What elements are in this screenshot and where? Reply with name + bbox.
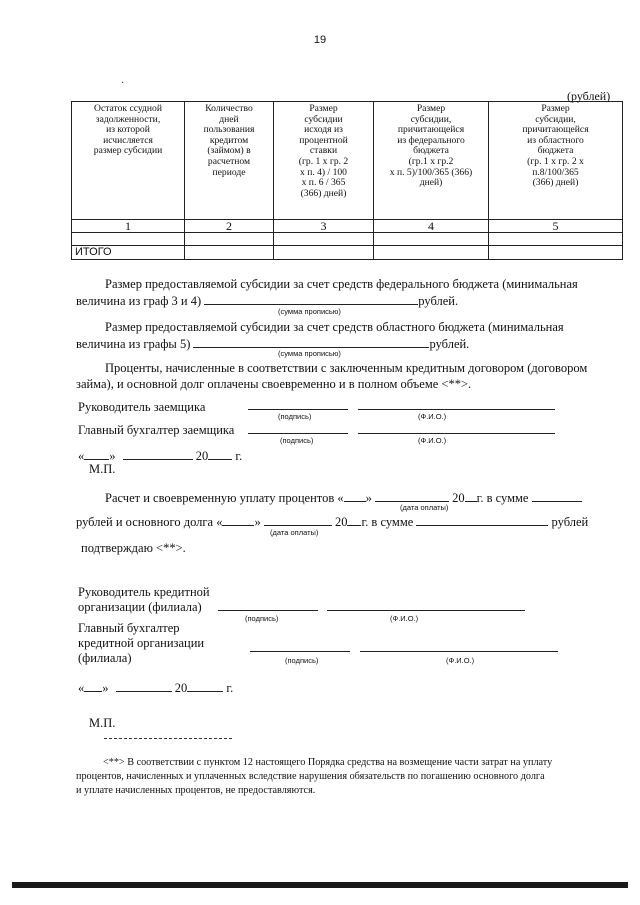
table-cell[interactable] xyxy=(72,233,185,246)
header-line: субсидии, xyxy=(410,113,452,125)
settlement-line1 xyxy=(105,490,582,506)
bank-date-line xyxy=(78,680,233,696)
header-line: причитающейся xyxy=(397,124,465,136)
g-in-sum: г. в сумме xyxy=(476,491,529,505)
borrower-month-field[interactable] xyxy=(123,448,193,460)
table-cell[interactable] xyxy=(274,233,374,246)
footnote-line2: процентов, начисленных и уплаченных вследствие нарушения обязательств по погашению основного долга xyxy=(76,771,545,782)
header-line: из федерального xyxy=(397,134,465,146)
header-cell-col-1 xyxy=(72,102,185,220)
borrower-accountant-sign-caption: (подпись) xyxy=(280,436,314,445)
settlement-debt-year-field[interactable] xyxy=(347,514,361,526)
regional-subsidy-amount-field[interactable] xyxy=(193,336,429,348)
federal-subsidy-amount-field[interactable] xyxy=(204,293,418,305)
header-line: исходя из xyxy=(304,124,343,136)
column-number: 5 xyxy=(489,220,623,233)
header-line: бюджета xyxy=(537,145,574,157)
stray-dot: · xyxy=(121,78,125,89)
bank-accountant-label-line1: Главный бухгалтер xyxy=(78,621,180,635)
bank-accountant-label-line3: (филиала) xyxy=(78,651,132,665)
header-line: Размер xyxy=(541,103,570,114)
bank-accountant-name-caption: (Ф.И.О.) xyxy=(446,656,475,665)
bank-accountant-sign-caption: (подпись) xyxy=(285,656,319,665)
total-label: ИТОГО xyxy=(72,246,185,260)
year-prefix: 20 xyxy=(195,449,209,463)
header-line: ставки xyxy=(309,145,338,157)
header-line: (гр. 1 х гр. 2 xyxy=(298,155,349,167)
bank-day-field[interactable] xyxy=(84,680,102,692)
borrower-head-name-field[interactable] xyxy=(358,409,555,410)
table-row xyxy=(72,233,623,246)
header-line: расчетном xyxy=(207,155,251,167)
table-header-row xyxy=(72,102,623,220)
date-open-quote: « xyxy=(78,681,85,695)
header-cell-col-2 xyxy=(185,102,274,220)
page-bottom-border xyxy=(12,882,628,888)
header-line: Размер xyxy=(416,103,446,114)
borrower-head-name-caption: (Ф.И.О.) xyxy=(418,412,447,421)
header-cell-col-4 xyxy=(374,102,489,220)
settlement-confirm: подтверждаю <**>. xyxy=(81,541,186,555)
borrower-head-label: Руководитель заемщика xyxy=(78,400,206,414)
header-line: дней) xyxy=(419,177,443,189)
year-prefix: 20 xyxy=(174,681,188,695)
header-line: периоде xyxy=(212,166,246,178)
date-open-quote: « xyxy=(78,449,85,463)
federal-subsidy-line1: Размер предоставляемой субсидии за счет средств федерального бюджета (минимальная xyxy=(105,277,578,291)
header-line: х п. 5)/100/365 (366) xyxy=(389,166,473,178)
borrower-year-field[interactable] xyxy=(208,448,232,460)
header-line: кредитом xyxy=(209,134,249,146)
regional-subsidy-prefix: величина из графы 5) xyxy=(76,337,191,351)
borrower-head-signature-field[interactable] xyxy=(248,409,348,410)
settlement-line2-prefix: рублей и основного долга « xyxy=(76,515,223,529)
twenty: 20 xyxy=(334,515,348,529)
g-in-sum: г. в сумме xyxy=(361,515,414,529)
total-row xyxy=(72,246,623,260)
header-line: х п. 4) / 100 xyxy=(300,166,347,178)
close-quote: » xyxy=(365,491,372,505)
header-line: из областного xyxy=(527,134,584,146)
rubles-label: рублей xyxy=(551,515,589,529)
bank-head-label-line1: Руководитель кредитной xyxy=(78,585,210,599)
total-cell[interactable] xyxy=(185,246,274,260)
column-number: 3 xyxy=(274,220,374,233)
column-number: 4 xyxy=(374,220,489,233)
settlement-debt-day-field[interactable] xyxy=(222,514,254,526)
header-line: исчисляется xyxy=(103,134,153,146)
borrower-accountant-name-caption: (Ф.И.О.) xyxy=(418,436,447,445)
total-cell[interactable] xyxy=(489,246,623,260)
interest-line2: займа), и основной долг оплачены своевременно и в полном объеме <**>. xyxy=(76,377,472,391)
federal-amount-caption: (сумма прописью) xyxy=(278,307,341,316)
table-cell[interactable] xyxy=(489,233,623,246)
borrower-accountant-signature-field[interactable] xyxy=(248,433,348,434)
header-line: (366) дней) xyxy=(300,187,347,199)
currency-unit-label: (рублей) xyxy=(567,89,611,103)
header-line: (гр. 1 х гр. 2 х xyxy=(527,155,584,167)
settlement-line2 xyxy=(76,514,588,530)
total-cell[interactable] xyxy=(274,246,374,260)
header-cell-col-3 xyxy=(274,102,374,220)
interest-line1: Проценты, начисленные в соответствии с заключенным кредитным договором (договором xyxy=(105,361,588,375)
bank-accountant-name-field[interactable] xyxy=(360,651,558,652)
regional-amount-caption: (сумма прописью) xyxy=(278,349,341,358)
header-line: бюджета xyxy=(413,145,449,157)
bank-year-field[interactable] xyxy=(187,680,223,692)
bank-accountant-signature-field[interactable] xyxy=(250,651,350,652)
header-line: размер субсидии xyxy=(93,145,163,157)
seal-dashed-line xyxy=(104,738,232,739)
bank-head-name-caption: (Ф.И.О.) xyxy=(390,614,419,623)
federal-subsidy-line2 xyxy=(76,293,458,309)
borrower-head-sign-caption: (подпись) xyxy=(278,412,312,421)
federal-subsidy-prefix: величина из граф 3 и 4) xyxy=(76,294,202,308)
year-suffix: г. xyxy=(235,449,243,463)
header-line: пользования xyxy=(203,124,255,136)
total-cell[interactable] xyxy=(374,246,489,260)
table-cell[interactable] xyxy=(374,233,489,246)
column-number: 2 xyxy=(185,220,274,233)
federal-subsidy-suffix: рублей. xyxy=(418,294,459,308)
header-line: задолженности, xyxy=(95,113,161,125)
bank-seal: М.П. xyxy=(89,716,116,730)
header-line: (гр.1 х гр.2 xyxy=(408,155,454,167)
subsidy-table xyxy=(71,101,623,260)
settlement-prefix: Расчет и своевременную уплату процентов « xyxy=(105,491,344,505)
header-line: х п. 6 / 365 xyxy=(301,177,346,189)
header-line: Количество xyxy=(205,103,253,114)
borrower-accountant-name-field[interactable] xyxy=(358,433,555,434)
header-line: субсидии, xyxy=(535,113,576,125)
header-line: Остаток ссудной xyxy=(94,103,162,114)
settlement-interest-day-field[interactable] xyxy=(344,490,366,502)
bank-month-field[interactable] xyxy=(116,680,172,692)
column-number: 1 xyxy=(72,220,185,233)
bank-head-name-field[interactable] xyxy=(327,610,525,611)
page-number: 19 xyxy=(313,34,327,46)
settlement-interest-month-field[interactable] xyxy=(375,490,449,502)
header-line: процентной xyxy=(299,134,348,146)
header-line: из которой xyxy=(106,124,150,136)
header-cell-col-5 xyxy=(489,102,623,220)
regional-subsidy-suffix: рублей. xyxy=(429,337,470,351)
borrower-accountant-label: Главный бухгалтер заемщика xyxy=(78,423,235,437)
header-line: Размер xyxy=(309,103,338,114)
regional-subsidy-line1: Размер предоставляемой субсидии за счет средств областного бюджета (минимальная xyxy=(105,320,564,334)
close-quote: » xyxy=(254,515,261,529)
date-close-quote: » xyxy=(102,681,109,695)
footnote-line3: и уплате начисленных процентов, не предоставляются. xyxy=(76,785,316,796)
year-suffix: г. xyxy=(226,681,234,695)
header-line: п.8/100/365 xyxy=(532,166,579,178)
borrower-seal: М.П. xyxy=(89,462,116,476)
bank-head-signature-field[interactable] xyxy=(218,610,318,611)
header-line: (366) дней) xyxy=(532,177,579,189)
header-line: дней xyxy=(219,113,239,125)
settlement-date-caption-1: (дата оплаты) xyxy=(400,503,449,512)
settlement-debt-month-field[interactable] xyxy=(264,514,332,526)
settlement-debt-amount-field[interactable] xyxy=(416,514,548,526)
twenty: 20 xyxy=(452,491,465,505)
settlement-interest-amount-field[interactable] xyxy=(532,490,582,502)
borrower-day-field[interactable] xyxy=(84,448,109,460)
bank-accountant-label-line2: кредитной организации xyxy=(78,636,205,650)
bank-head-label-line2: организации (филиала) xyxy=(78,600,202,614)
table-cell[interactable] xyxy=(185,233,274,246)
settlement-interest-year-field[interactable] xyxy=(465,490,477,502)
header-line: причитающейся xyxy=(522,124,589,136)
date-close-quote: » xyxy=(109,449,116,463)
settlement-date-caption-2: (дата оплаты) xyxy=(270,528,319,537)
bank-head-sign-caption: (подпись) xyxy=(245,614,279,623)
header-line: (займом) в xyxy=(207,145,251,157)
column-number-row xyxy=(72,220,623,233)
footnote-line1: <**> В соответствии с пунктом 12 настоящего Порядка средства на возмещение части затрат на уплату xyxy=(103,757,553,768)
header-line: субсидии xyxy=(304,113,343,125)
regional-subsidy-line2 xyxy=(76,336,469,352)
